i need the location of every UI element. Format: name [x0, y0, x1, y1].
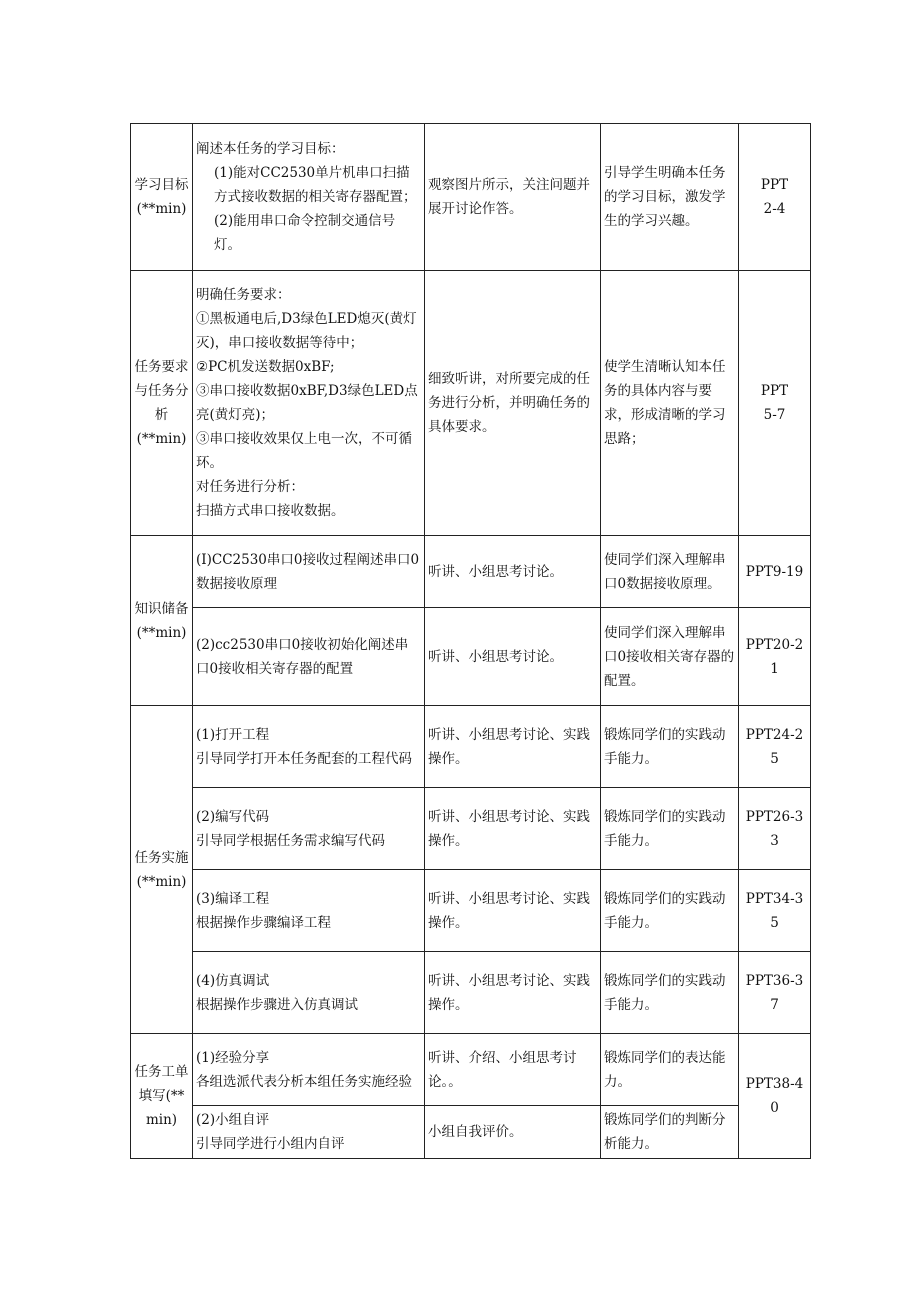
item-desc: 各组选派代表分析本组任务实施经验	[196, 1073, 412, 1090]
ppt-cell: PPT26-33	[739, 788, 811, 870]
content-cell	[193, 271, 425, 536]
stage-time: (**min)	[136, 431, 187, 447]
stage-name: 任务实施	[134, 849, 189, 866]
stage-name: 任务工单填写(**min)	[134, 1064, 189, 1128]
row-worksheet-1	[131, 1034, 811, 1106]
content-line: (1)能对CC2530单片机串口扫描方式接收数据的相关寄存器配置；	[214, 165, 417, 205]
stage-cell	[131, 1034, 193, 1159]
row-implement-4	[131, 952, 811, 1034]
row-implement-1	[131, 706, 811, 788]
ppt-cell	[739, 271, 811, 536]
content-line: ③串口接收数据0xBF,D3绿色LED点亮(黄灯亮)；	[196, 383, 418, 423]
content-line: ③串口接收效果仅上电一次，不可循环。	[196, 431, 412, 471]
student-activity-cell: 听讲、小组思考讨论、实践操作。	[425, 706, 601, 788]
stage-cell	[131, 536, 193, 706]
purpose-cell: 使同学们深入理解串口0接收相关寄存器的配置。	[601, 608, 739, 706]
stage-name: 任务要求与任务分析	[134, 359, 189, 423]
item-desc: 引导同学进行小组内自评	[196, 1136, 345, 1152]
content-cell	[193, 788, 425, 870]
row-knowledge-1	[131, 536, 811, 608]
stage-name: 知识储备	[134, 600, 189, 617]
row-implement-2	[131, 788, 811, 870]
content-line: 扫描方式串口接收数据。	[196, 503, 345, 519]
item-title: (1)打开工程	[196, 726, 270, 743]
stage-time: (**min)	[136, 624, 187, 641]
item-title: (4)仿真调试	[196, 972, 270, 989]
purpose-cell: 锻炼同学们的表达能力。	[601, 1034, 739, 1106]
item-title: (3)编译工程	[196, 890, 270, 907]
row-knowledge-2	[131, 608, 811, 706]
item-desc: 引导同学根据任务需求编写代码	[196, 832, 385, 849]
stage-time: (**min)	[136, 873, 187, 890]
stage-cell	[131, 271, 193, 536]
lesson-plan-table	[130, 123, 811, 1159]
ppt-cell: PPT38-40	[739, 1034, 811, 1159]
student-activity-cell: 听讲、小组思考讨论。	[425, 536, 601, 608]
content-cell	[193, 952, 425, 1034]
content-line: 对任务进行分析：	[196, 479, 304, 495]
purpose-cell: 锻炼同学们的实践动手能力。	[601, 870, 739, 952]
student-activity-cell: 听讲、小组思考讨论、实践操作。	[425, 788, 601, 870]
student-activity-cell: 听讲、小组思考讨论。	[425, 608, 601, 706]
content-line: 阐述本任务的学习目标：	[196, 141, 345, 157]
ppt-cell: PPT24-25	[739, 706, 811, 788]
ppt-cell: PPT34-35	[739, 870, 811, 952]
content-cell: (2)cc2530串口0接收初始化阐述串口0接收相关寄存器的配置	[193, 608, 425, 706]
row-task-analysis	[131, 271, 811, 536]
student-activity-cell: 听讲、小组思考讨论、实践操作。	[425, 952, 601, 1034]
purpose-cell: 使学生清晰认知本任务的具体内容与要求，形成清晰的学习思路；	[601, 271, 739, 536]
item-desc: 根据操作步骤进入仿真调试	[196, 996, 358, 1013]
student-activity-cell: 细致听讲，对所要完成的任务进行分析，并明确任务的具体要求。	[425, 271, 601, 536]
student-activity-cell: 听讲、介绍、小组思考讨论。。	[425, 1034, 601, 1106]
item-desc: 引导同学打开本任务配套的工程代码	[196, 750, 412, 767]
ppt-cell: PPT20-21	[739, 608, 811, 706]
row-implement-3	[131, 870, 811, 952]
purpose-cell: 锻炼同学们的实践动手能力。	[601, 952, 739, 1034]
item-title: (2)小组自评	[196, 1112, 270, 1128]
content-cell: (I)CC2530串口0接收过程阐述串口0数据接收原理	[193, 536, 425, 608]
purpose-cell: 锻炼同学们的实践动手能力。	[601, 706, 739, 788]
content-line: ①黑板通电后,D3绿色LED熄灭(黄灯灭)，串口接收数据等待中；	[196, 311, 417, 351]
content-cell	[193, 1034, 425, 1106]
content-cell	[193, 124, 425, 271]
item-desc: 根据操作步骤编译工程	[196, 914, 331, 931]
ppt-label: PPT	[760, 177, 789, 193]
row-worksheet-2	[131, 1106, 811, 1159]
ppt-cell: PPT36-37	[739, 952, 811, 1034]
stage-name: 学习目标	[134, 177, 189, 193]
item-title: (2)编写代码	[196, 808, 270, 825]
content-line: ②PC机发送数据0xBF;	[196, 359, 335, 375]
content-line: (2)能用串口命令控制交通信号灯。	[214, 213, 396, 253]
content-cell	[193, 870, 425, 952]
stage-cell	[131, 706, 193, 1034]
ppt-range: 5-7	[763, 407, 786, 423]
purpose-cell: 锻炼同学们的判断分析能力。	[601, 1106, 739, 1159]
ppt-range: 2-4	[763, 201, 786, 217]
ppt-label: PPT	[760, 383, 789, 399]
ppt-cell	[739, 124, 811, 271]
ppt-cell: PPT9-19	[739, 536, 811, 608]
stage-cell	[131, 124, 193, 271]
content-line: 明确任务要求：	[196, 287, 291, 303]
student-activity-cell: 小组自我评价。	[425, 1106, 601, 1159]
stage-time: (**min)	[136, 201, 187, 217]
student-activity-cell: 听讲、小组思考讨论、实践操作。	[425, 870, 601, 952]
purpose-cell: 锻炼同学们的实践动手能力。	[601, 788, 739, 870]
content-cell	[193, 706, 425, 788]
purpose-cell: 使同学们深入理解串口0数据接收原理。	[601, 536, 739, 608]
content-cell	[193, 1106, 425, 1159]
item-title: (1)经验分享	[196, 1049, 270, 1066]
row-learning-goals	[131, 124, 811, 271]
purpose-cell: 引导学生明确本任务的学习目标，激发学生的学习兴趣。	[601, 124, 739, 271]
student-activity-cell: 观察图片所示，关注问题并展开讨论作答。	[425, 124, 601, 271]
